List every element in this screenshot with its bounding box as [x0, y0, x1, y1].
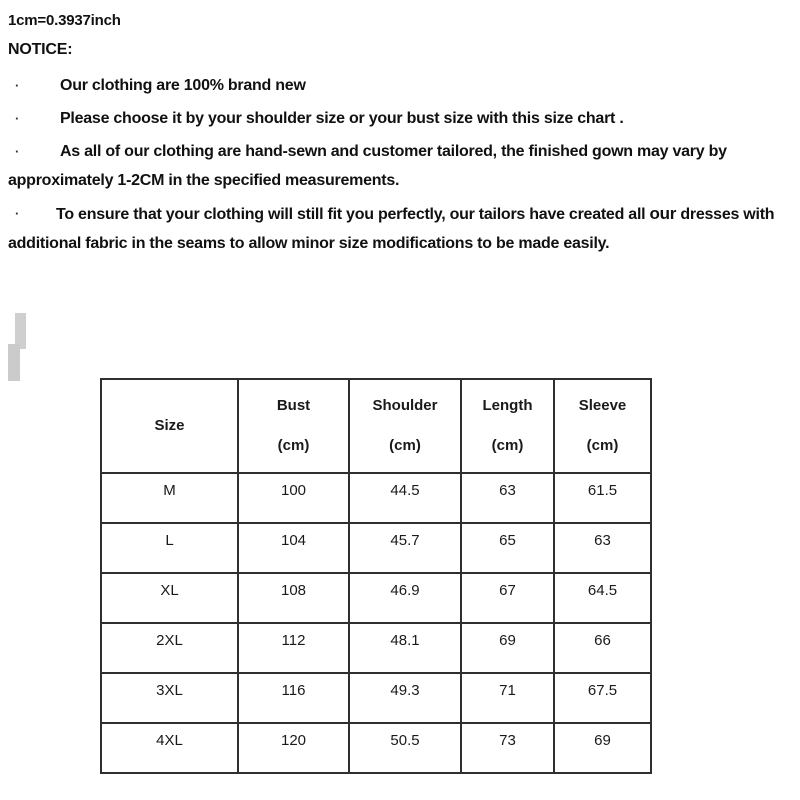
cell-bust: 100 [238, 473, 349, 523]
cell-sleeve: 69 [554, 723, 651, 773]
notice-bullet-4-text [8, 199, 792, 258]
table-row [101, 523, 651, 573]
size-table-container [100, 378, 650, 774]
notice-title: NOTICE: [8, 41, 73, 58]
notice-bullet-4-text-after: dresses with additional fabric in the seams to allow minor size modifications to be made easily. [8, 206, 775, 252]
cell-bust: 116 [238, 673, 349, 723]
cell-size: L [101, 523, 238, 573]
column-header-bust-unit: (cm) [277, 437, 310, 454]
column-header-size [101, 379, 238, 473]
cell-sleeve: 63 [554, 523, 651, 573]
notice-bullet-4-emphasis: our [649, 204, 677, 223]
size-chart-table [100, 378, 652, 774]
column-header-bust [238, 379, 349, 473]
table-row [101, 573, 651, 623]
notice-bullet-3 [8, 137, 792, 195]
notice-bullet-3-text: As all of our clothing are hand-sewn and customer tailored, the finished gown may vary by approximately 1-2CM in the specified measurements. [8, 143, 727, 189]
cell-size: M [101, 473, 238, 523]
cell-bust: 120 [238, 723, 349, 773]
bullet-marker-icon: · [14, 111, 20, 126]
column-header-length-label: Length [482, 397, 533, 414]
cell-length: 63 [461, 473, 554, 523]
table-row [101, 473, 651, 523]
cell-bust: 112 [238, 623, 349, 673]
bullet-marker-icon: · [14, 78, 20, 93]
cell-shoulder: 44.5 [349, 473, 461, 523]
size-table-body [101, 473, 651, 773]
column-header-shoulder [349, 379, 461, 473]
notice-bullet-1 [8, 71, 792, 100]
cell-shoulder: 46.9 [349, 573, 461, 623]
notice-bullet-4 [8, 199, 792, 258]
cell-shoulder: 49.3 [349, 673, 461, 723]
column-header-length-unit: (cm) [491, 437, 524, 454]
table-row [101, 623, 651, 673]
cell-size: 3XL [101, 673, 238, 723]
scan-artifact-segment-bottom [8, 344, 20, 381]
size-table-header-row [101, 379, 651, 473]
unit-conversion-line: 1cm=0.3937inch [8, 12, 121, 29]
column-header-bust-label: Bust [276, 397, 311, 414]
column-header-sleeve-unit: (cm) [586, 437, 619, 454]
cell-bust: 108 [238, 573, 349, 623]
size-table-head [101, 379, 651, 473]
cell-length: 73 [461, 723, 554, 773]
table-row [101, 673, 651, 723]
cell-length: 71 [461, 673, 554, 723]
cell-bust: 104 [238, 523, 349, 573]
cell-shoulder: 45.7 [349, 523, 461, 573]
notice-bullet-1-text: Our clothing are 100% brand new [60, 77, 306, 94]
column-header-sleeve-label: Sleeve [578, 397, 627, 414]
column-header-shoulder-unit: (cm) [389, 437, 421, 454]
notice-bullet-4-text-before: To ensure that your clothing will still fit you perfectly, our tailors have created all [56, 206, 650, 223]
notice-block [8, 10, 792, 262]
cell-shoulder: 48.1 [349, 623, 461, 673]
bullet-marker-icon: · [14, 144, 20, 159]
column-header-size-label: Size [154, 417, 185, 434]
notice-bullet-2 [8, 104, 792, 133]
cell-length: 65 [461, 523, 554, 573]
notice-bullet-2-text: Please choose it by your shoulder size or your bust size with this size chart . [60, 110, 624, 127]
cell-sleeve: 61.5 [554, 473, 651, 523]
cell-length: 69 [461, 623, 554, 673]
column-header-shoulder-label: Shoulder [372, 397, 438, 414]
bullet-marker-icon: · [14, 206, 20, 221]
scan-artifact-mark [8, 313, 30, 381]
cell-sleeve: 67.5 [554, 673, 651, 723]
table-row [101, 723, 651, 773]
cell-shoulder: 50.5 [349, 723, 461, 773]
column-header-sleeve [554, 379, 651, 473]
cell-size: 2XL [101, 623, 238, 673]
cell-sleeve: 64.5 [554, 573, 651, 623]
cell-length: 67 [461, 573, 554, 623]
column-header-length [461, 379, 554, 473]
cell-sleeve: 66 [554, 623, 651, 673]
cell-size: XL [101, 573, 238, 623]
cell-size: 4XL [101, 723, 238, 773]
